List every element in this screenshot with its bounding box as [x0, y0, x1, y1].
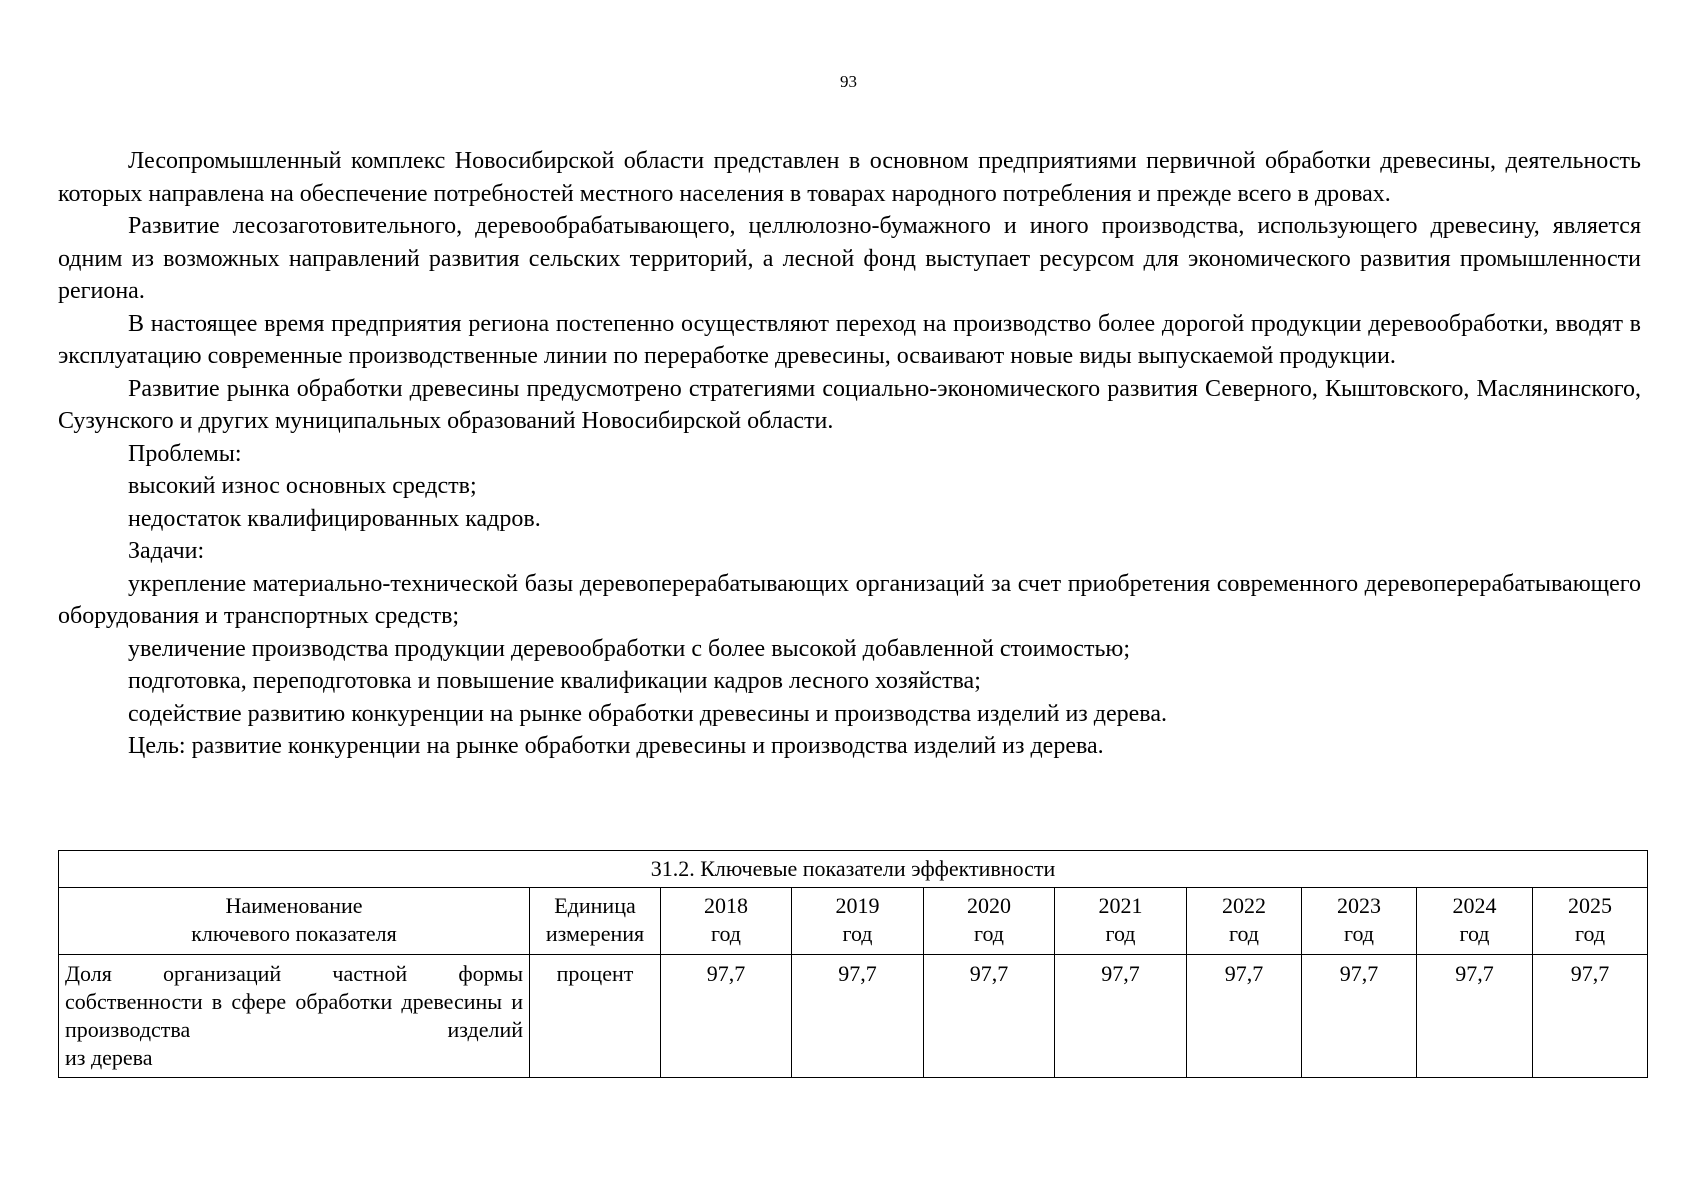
indicator-value: 97,7: [1533, 955, 1648, 1078]
problem-item: высокий износ основных средств;: [128, 473, 477, 499]
task-item: увеличение производства продукции деревообработки с более высокой добавленной стоимостью;: [128, 635, 1130, 662]
indicator-value: 97,7: [1055, 955, 1187, 1078]
header-year: 2021 год: [1055, 888, 1187, 955]
indicator-value: 97,7: [1417, 955, 1533, 1078]
page-number: 93: [840, 72, 857, 91]
problem-item: недостаток квалифицированных кадров.: [128, 505, 541, 532]
task-item: укрепление материально-технической базы деревоперерабатывающих организаций за счет приобретения современного деревоперерабатывающего оборудования и транспортных средств;: [58, 570, 1641, 629]
indicator-value: 97,7: [661, 955, 792, 1078]
indicator-value: 97,7: [1187, 955, 1302, 1078]
header-indicator-name: Наименование ключевого показателя: [59, 888, 530, 955]
indicator-value: 97,7: [924, 955, 1055, 1078]
kpi-table: [58, 850, 1648, 1078]
indicator-value: 97,7: [792, 955, 924, 1078]
task-item: содействие развитию конкуренции на рынке обработки древесины и производства изделий из дерева.: [128, 700, 1167, 727]
header-year: 2023 год: [1302, 888, 1417, 955]
paragraph-current: В настоящее время предприятия региона постепенно осуществляют переход на производство более дорогой продукции деревообработки, вводят в эксплуатацию современные производственные линии по переработке древесины, осваивают новые виды выпускаемой продукции.: [58, 310, 1641, 369]
header-year: 2024 год: [1417, 888, 1533, 955]
paragraph-intro: Лесопромышленный комплекс Новосибирской области представлен в основном предприятиями первичной обработки древесины, деятельность которых направлена на обеспечение потребностей местного населения в товарах народного потребления и прежде всего в дровах.: [58, 148, 1641, 207]
paragraph-development: Развитие лесозаготовительного, деревообрабатывающего, целлюлозно-бумажного и иного производства, использующего древесину, является одним из возможных направлений развития сельских территорий, а лесной фонд выступает ресурсом для экономического развития промышленности региона.: [58, 213, 1641, 304]
task-item: подготовка, переподготовка и повышение квалификации кадров лесного хозяйства;: [128, 668, 981, 694]
header-unit: Единица измерения: [530, 888, 661, 955]
tasks-heading: Задачи:: [128, 538, 205, 564]
header-year: 2020 год: [924, 888, 1055, 955]
indicator-name: Доля организаций частной формы собственности в сфере обработки древесины и производства изделий из дерева: [59, 955, 530, 1078]
header-year: 2018 год: [661, 888, 792, 955]
indicator-unit: процент: [530, 955, 661, 1078]
header-year: 2025 год: [1533, 888, 1648, 955]
table-header-row: [59, 888, 1648, 955]
body-text: [58, 145, 1641, 763]
table-row: [59, 955, 1648, 1078]
indicator-value: 97,7: [1302, 955, 1417, 1078]
goal-statement: Цель: развитие конкуренции на рынке обработки древесины и производства изделий из дерева.: [128, 733, 1104, 759]
header-year: 2019 год: [792, 888, 924, 955]
table-caption: 31.2. Ключевые показатели эффективности: [59, 851, 1648, 888]
paragraph-strategies: Развитие рынка обработки древесины предусмотрено стратегиями социально-экономического развития Северного, Кыштовского, Маслянинского, Сузунского и других муниципальных образований Новосибирской области.: [58, 375, 1641, 434]
problems-heading: Проблемы:: [128, 440, 242, 467]
header-year: 2022 год: [1187, 888, 1302, 955]
